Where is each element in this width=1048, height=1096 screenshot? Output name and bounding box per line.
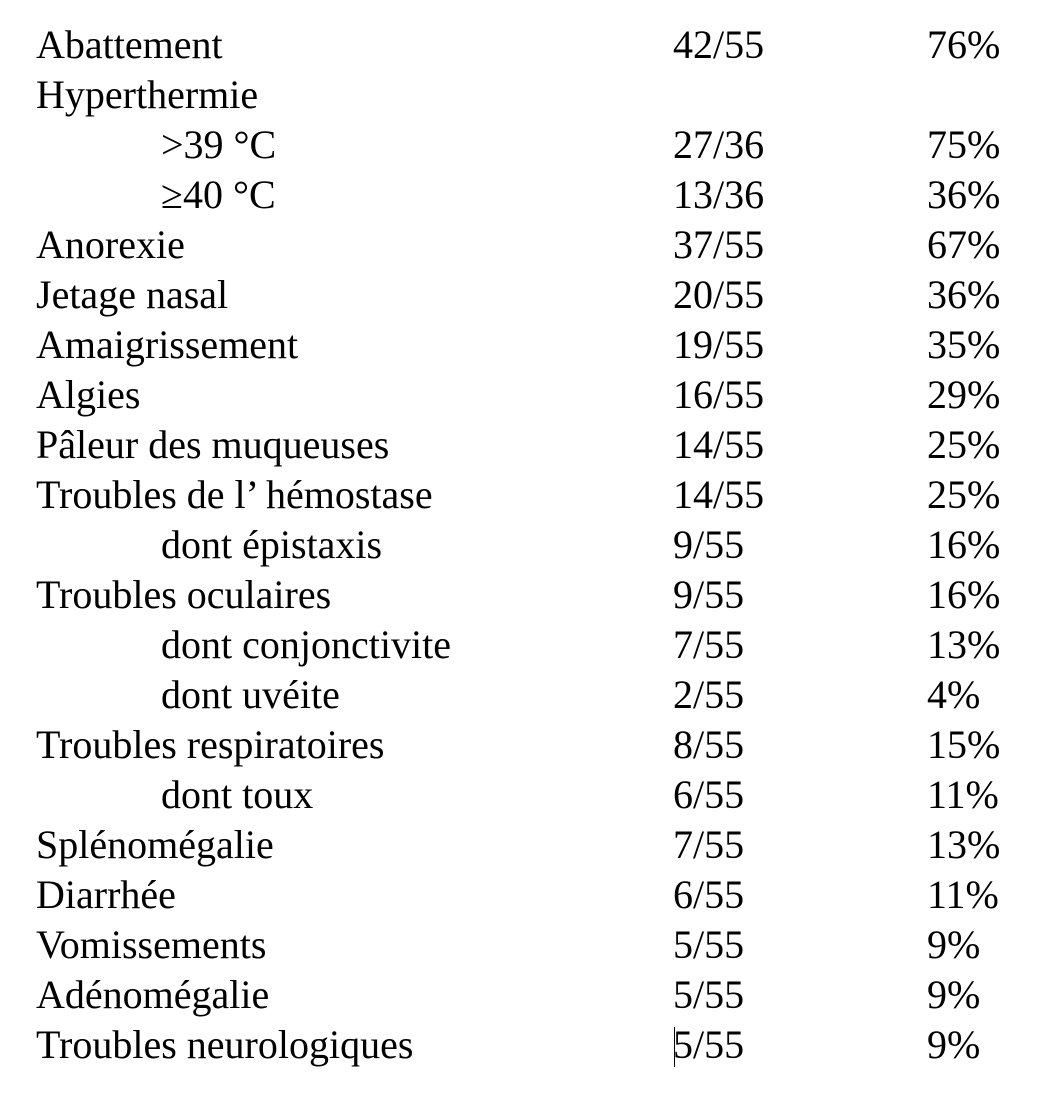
row-label: dont toux bbox=[161, 772, 314, 817]
row-percent: 9% bbox=[927, 972, 981, 1017]
row-percent: 16% bbox=[927, 522, 1001, 567]
row-ratio: 5/55 bbox=[673, 972, 745, 1017]
row-percent: 36% bbox=[927, 272, 1001, 317]
row-label: Jetage nasal bbox=[36, 272, 229, 317]
row-ratio: 37/55 bbox=[673, 222, 765, 267]
row-ratio: 2/55 bbox=[673, 672, 745, 717]
row-label: Vomissements bbox=[36, 922, 267, 967]
table-row bbox=[0, 920, 1048, 970]
row-ratio: 42/55 bbox=[673, 22, 765, 67]
table-row bbox=[0, 120, 1048, 170]
table-row bbox=[0, 620, 1048, 670]
row-percent: 9% bbox=[927, 1022, 981, 1067]
table-row bbox=[0, 370, 1048, 420]
row-ratio: 7/55 bbox=[673, 822, 745, 867]
row-percent: 13% bbox=[927, 622, 1001, 667]
row-label: Troubles neurologiques bbox=[36, 1022, 414, 1067]
row-percent: 16% bbox=[927, 572, 1001, 617]
row-percent: 35% bbox=[927, 322, 1001, 367]
row-label: Abattement bbox=[36, 22, 223, 67]
row-ratio: 5/55 bbox=[673, 922, 745, 967]
row-ratio: 8/55 bbox=[673, 722, 745, 767]
row-label: ≥40 °C bbox=[161, 172, 276, 217]
row-label: dont épistaxis bbox=[161, 522, 383, 567]
row-label: Amaigrissement bbox=[36, 322, 299, 367]
row-ratio: 9/55 bbox=[673, 522, 745, 567]
table-row bbox=[0, 970, 1048, 1020]
table-row bbox=[0, 570, 1048, 620]
row-ratio: 7/55 bbox=[673, 622, 745, 667]
row-ratio: 20/55 bbox=[673, 272, 765, 317]
row-label: Troubles de l’ hémostase bbox=[36, 472, 433, 517]
table-row bbox=[0, 270, 1048, 320]
row-label: Algies bbox=[36, 372, 141, 417]
row-percent: 67% bbox=[927, 222, 1001, 267]
row-label: >39 °C bbox=[161, 122, 277, 167]
row-percent: 9% bbox=[927, 922, 981, 967]
row-percent: 76% bbox=[927, 22, 1001, 67]
row-label: dont conjonctivite bbox=[161, 622, 451, 667]
row-ratio: 6/55 bbox=[673, 872, 745, 917]
row-percent: 75% bbox=[927, 122, 1001, 167]
row-percent: 25% bbox=[927, 472, 1001, 517]
table-row bbox=[0, 170, 1048, 220]
row-ratio: 6/55 bbox=[673, 772, 745, 817]
row-ratio: 5/55 bbox=[673, 1022, 745, 1067]
table-row bbox=[0, 20, 1048, 70]
table-row bbox=[0, 220, 1048, 270]
table-row bbox=[0, 870, 1048, 920]
row-ratio: 16/55 bbox=[673, 372, 765, 417]
row-percent: 11% bbox=[927, 772, 999, 817]
row-percent: 11% bbox=[927, 872, 999, 917]
row-percent: 29% bbox=[927, 372, 1001, 417]
row-label: Pâleur des muqueuses bbox=[36, 422, 390, 467]
table-row bbox=[0, 470, 1048, 520]
row-label: Troubles respiratoires bbox=[36, 722, 385, 767]
table-row bbox=[0, 320, 1048, 370]
table-row bbox=[0, 70, 1048, 120]
row-percent: 13% bbox=[927, 822, 1001, 867]
table-row bbox=[0, 520, 1048, 570]
row-percent: 15% bbox=[927, 722, 1001, 767]
row-ratio: 19/55 bbox=[673, 322, 765, 367]
table-row bbox=[0, 820, 1048, 870]
row-ratio: 13/36 bbox=[673, 172, 765, 217]
row-label: Anorexie bbox=[36, 222, 185, 267]
row-ratio: 14/55 bbox=[673, 422, 765, 467]
row-label: dont uvéite bbox=[161, 672, 340, 717]
row-percent: 25% bbox=[927, 422, 1001, 467]
row-ratio: 14/55 bbox=[673, 472, 765, 517]
table-row bbox=[0, 770, 1048, 820]
row-ratio: 27/36 bbox=[673, 122, 765, 167]
row-label: Adénomégalie bbox=[36, 972, 270, 1017]
table-row bbox=[0, 420, 1048, 470]
row-percent: 36% bbox=[927, 172, 1001, 217]
row-ratio: 9/55 bbox=[673, 572, 745, 617]
document-body[interactable] bbox=[0, 20, 1048, 1070]
row-label: Troubles oculaires bbox=[36, 572, 332, 617]
row-label: Splénomégalie bbox=[36, 822, 274, 867]
row-label: Hyperthermie bbox=[36, 72, 259, 117]
table-row bbox=[0, 1020, 1048, 1070]
table-row bbox=[0, 720, 1048, 770]
row-label: Diarrhée bbox=[36, 872, 176, 917]
row-percent: 4% bbox=[927, 672, 981, 717]
table-row bbox=[0, 670, 1048, 720]
